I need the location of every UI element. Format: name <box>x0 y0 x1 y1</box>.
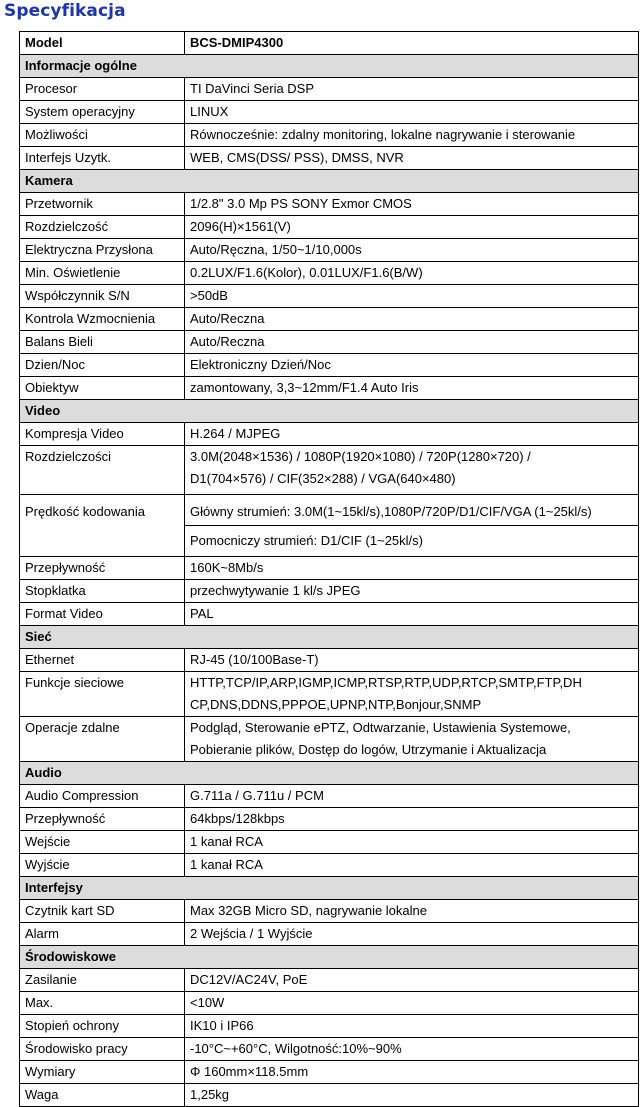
row-label: Prędkość kodowania <box>20 495 185 557</box>
table-row <box>20 101 639 124</box>
section-header <box>20 400 639 423</box>
row-value: zamontowany, 3,3~12mm/F1.4 Auto Iris <box>185 377 639 400</box>
row-label: Min. Oświetlenie <box>20 262 185 285</box>
section-header <box>20 946 639 969</box>
table-row <box>20 557 639 580</box>
row-label: Kontrola Wzmocnienia <box>20 308 185 331</box>
table-row <box>20 423 639 446</box>
row-label: Interfejs Uzytk. <box>20 147 185 170</box>
row-value: H.264 / MJPEG <box>185 423 639 446</box>
resolutions-line-2: D1(704×576) / CIF(352×288) / VGA(640×480) <box>190 471 456 486</box>
table-row <box>20 377 639 400</box>
section-header <box>20 170 639 193</box>
row-label: Dzien/Noc <box>20 354 185 377</box>
spec-table <box>19 31 639 1107</box>
table-row <box>20 831 639 854</box>
table-row <box>20 1061 639 1084</box>
section-header <box>20 877 639 900</box>
table-row <box>20 446 639 495</box>
row-value: Równocześnie: zdalny monitoring, lokalne nagrywanie i sterowanie <box>185 124 639 147</box>
row-value: Główny strumień: 3.0M(1~15kl/s),1080P/720P/D1/CIF/VGA (1~25kl/s) <box>185 495 639 526</box>
header-label: Model <box>20 32 185 55</box>
row-value: RJ-45 (10/100Base-T) <box>185 649 639 672</box>
row-value <box>185 717 639 762</box>
table-row <box>20 580 639 603</box>
row-value: 1,25kg <box>185 1084 639 1107</box>
row-label: Stopień ochrony <box>20 1015 185 1038</box>
row-label: Wymiary <box>20 1061 185 1084</box>
row-label: Rozdzielczość <box>20 216 185 239</box>
row-value: IK10 i IP66 <box>185 1015 639 1038</box>
row-value: Auto/Reczna <box>185 308 639 331</box>
table-row <box>20 354 639 377</box>
table-row <box>20 900 639 923</box>
row-value: <10W <box>185 992 639 1015</box>
section-environment-title: Środowiskowe <box>20 946 639 969</box>
row-value: Elektroniczny Dzień/Noc <box>185 354 639 377</box>
table-row <box>20 969 639 992</box>
table-row <box>20 808 639 831</box>
section-header <box>20 626 639 649</box>
table-row <box>20 717 639 762</box>
section-network-title: Sieć <box>20 626 639 649</box>
section-interfaces-title: Interfejsy <box>20 877 639 900</box>
functions-line-1: HTTP,TCP/IP,ARP,IGMP,ICMP,RTSP,RTP,UDP,RTCP,SMTP,FTP,DH <box>190 675 582 690</box>
table-row <box>20 308 639 331</box>
remote-line-2: Pobieranie plików, Dostęp do logów, Utrzymanie i Aktualizacja <box>190 742 547 757</box>
row-label: Elektryczna Przysłona <box>20 239 185 262</box>
row-label: Współczynnik S/N <box>20 285 185 308</box>
row-value: LINUX <box>185 101 639 124</box>
row-label: Kompresja Video <box>20 423 185 446</box>
row-value: 0.2LUX/F1.6(Kolor), 0.01LUX/F1.6(B/W) <box>185 262 639 285</box>
table-row <box>20 216 639 239</box>
row-value: Max 32GB Micro SD, nagrywanie lokalne <box>185 900 639 923</box>
row-label: Balans Bieli <box>20 331 185 354</box>
section-camera-title: Kamera <box>20 170 639 193</box>
row-label: Alarm <box>20 923 185 946</box>
table-row <box>20 239 639 262</box>
row-value: 64kbps/128kbps <box>185 808 639 831</box>
row-value <box>185 446 639 495</box>
row-label: Obiektyw <box>20 377 185 400</box>
row-value: 1 kanał RCA <box>185 854 639 877</box>
row-label: Waga <box>20 1084 185 1107</box>
row-label: Możliwości <box>20 124 185 147</box>
table-row <box>20 923 639 946</box>
section-header <box>20 762 639 785</box>
row-value: >50dB <box>185 285 639 308</box>
row-value: przechwytywanie 1 kl/s JPEG <box>185 580 639 603</box>
row-label: Przepływność <box>20 557 185 580</box>
row-label: System operacyjny <box>20 101 185 124</box>
table-row <box>20 147 639 170</box>
table-row <box>20 854 639 877</box>
row-value: 1/2.8" 3.0 Mp PS SONY Exmor CMOS <box>185 193 639 216</box>
section-video-title: Video <box>20 400 639 423</box>
row-label: Rozdzielczości <box>20 446 185 495</box>
row-value <box>185 672 639 717</box>
table-row <box>20 672 639 717</box>
table-row <box>20 331 639 354</box>
table-row <box>20 1084 639 1107</box>
row-label: Przepływność <box>20 808 185 831</box>
row-value: WEB, CMS(DSS/ PSS), DMSS, NVR <box>185 147 639 170</box>
row-value: Pomocniczy strumień: D1/CIF (1~25kl/s) <box>185 526 639 557</box>
model-value: BCS-DMIP4300 <box>185 32 639 55</box>
row-value: Auto/Ręczna, 1/50~1/10,000s <box>185 239 639 262</box>
table-row <box>20 1038 639 1061</box>
remote-line-1: Podgląd, Sterowanie ePTZ, Odtwarzanie, Ustawienia Systemowe, <box>190 720 571 735</box>
row-value: 160K~8Mb/s <box>185 557 639 580</box>
section-audio-title: Audio <box>20 762 639 785</box>
row-label: Max. <box>20 992 185 1015</box>
table-row <box>20 1015 639 1038</box>
section-general-title: Informacje ogólne <box>20 55 639 78</box>
row-label: Stopklatka <box>20 580 185 603</box>
page-title: Specyfikacja <box>4 1 126 21</box>
row-value: 2 Wejścia / 1 Wyjście <box>185 923 639 946</box>
row-value: PAL <box>185 603 639 626</box>
row-label: Ethernet <box>20 649 185 672</box>
table-row <box>20 992 639 1015</box>
row-value: Auto/Reczna <box>185 331 639 354</box>
resolutions-line-1: 3.0M(2048×1536) / 1080P(1920×1080) / 720P(1280×720) / <box>190 449 531 464</box>
row-label: Przetwornik <box>20 193 185 216</box>
row-label: Format Video <box>20 603 185 626</box>
row-label: Czytnik kart SD <box>20 900 185 923</box>
row-value: G.711a / G.711u / PCM <box>185 785 639 808</box>
row-label: Wejście <box>20 831 185 854</box>
table-row <box>20 78 639 101</box>
table-row <box>20 603 639 626</box>
row-value: Φ 160mm×118.5mm <box>185 1061 639 1084</box>
row-label: Środowisko pracy <box>20 1038 185 1061</box>
row-label: Audio Compression <box>20 785 185 808</box>
table-row <box>20 262 639 285</box>
table-row <box>20 649 639 672</box>
row-label: Operacje zdalne <box>20 717 185 762</box>
row-value: TI DaVinci Seria DSP <box>185 78 639 101</box>
row-value: 2096(H)×1561(V) <box>185 216 639 239</box>
row-label: Procesor <box>20 78 185 101</box>
row-value: 1 kanał RCA <box>185 831 639 854</box>
table-row <box>20 124 639 147</box>
row-label: Zasilanie <box>20 969 185 992</box>
functions-line-2: CP,DNS,DDNS,PPPOE,UPNP,NTP,Bonjour,SNMP <box>190 697 482 712</box>
table-row <box>20 193 639 216</box>
row-label: Funkcje sieciowe <box>20 672 185 717</box>
table-row <box>20 495 639 526</box>
row-value: -10°C~+60°C, Wilgotność:10%~90% <box>185 1038 639 1061</box>
row-value: DC12V/AC24V, PoE <box>185 969 639 992</box>
table-header-row <box>20 32 639 55</box>
section-header <box>20 55 639 78</box>
row-label: Wyjście <box>20 854 185 877</box>
table-row <box>20 285 639 308</box>
table-row <box>20 785 639 808</box>
